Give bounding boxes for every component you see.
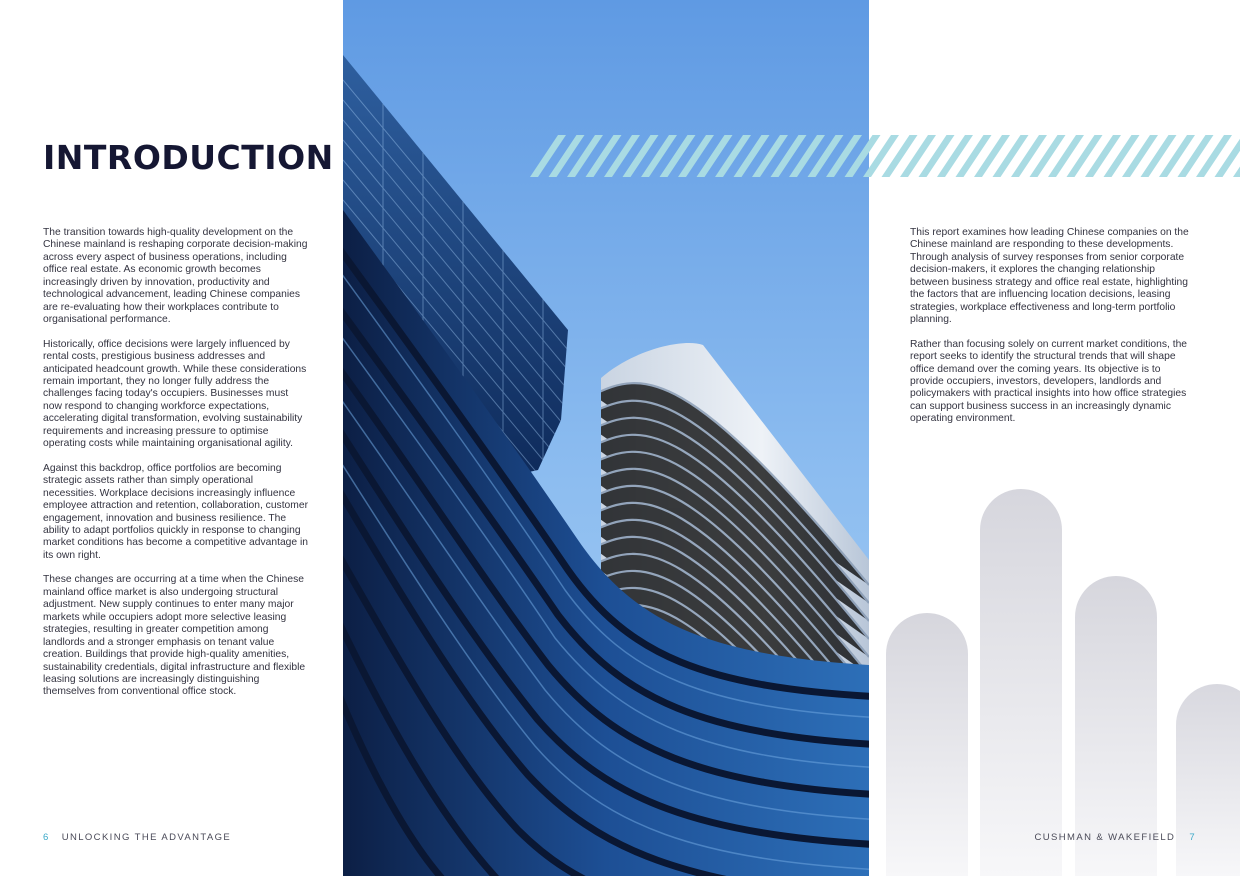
intro-paragraph-1: The transition towards high-quality development on the Chinese mainland is reshaping corporate decision-making across every aspect of business operations, including office real estate. As economic growth becomes increasingly driven by innovation, productivity and technological advancement, leading Chinese companies are re-evaluating how their workplaces contribute to organisational performance.	[43, 227, 308, 326]
intro-paragraph-2: Historically, office decisions were largely influenced by rental costs, prestigious business addresses and anticipated headcount growth. While these considerations remain important, they no longer fully address the challenges facing today's occupiers. Businesses must now respond to changing workforce expectations, accelerating digital transformation, evolving sustainability requirements and increasing pressure to optimise operating costs while maintaining organisational agility.	[43, 338, 307, 450]
intro-paragraph-4: These changes are occurring at a time when the Chinese mainland office market is also undergoing structural adjustment. New supply continues to enter many major markets while occupiers adopt more selective leasing strategies, resulting in greater competition among landlords and a stronger emphasis on tenant value creation. Buildings that provide high-quality amenities, sustainability credentials, digital infrastructure and flexible leasing solutions are increasingly distinguishing themselves from conventional office stock.	[43, 574, 306, 698]
arch-decoration	[980, 489, 1062, 876]
right-page-footer	[1035, 832, 1196, 843]
arch-decoration	[1176, 684, 1240, 876]
left-page-footer	[43, 832, 231, 843]
right-page-number: 7	[1189, 832, 1196, 843]
publication-title: UNLOCKING THE ADVANTAGE	[61, 832, 232, 843]
intro-paragraph-3: Against this backdrop, office portfolios are becoming strategic assets rather than simply operational necessities. Workplace decisions increasingly influence employee attraction and retention, collaboration, customer engagement, innovation and business resilience. The ability to adapt portfolios quickly in response to changing market conditions has become a competitive advantage in its own right.	[43, 462, 309, 561]
page-title: INTRODUCTION	[43, 138, 334, 177]
report-paragraph-2: Rather than focusing solely on current market conditions, the report seeks to identify the structural trends that will shape office demand over the coming years. Its objective is to provide occupiers, investors, developers, landlords and policymakers with practical insights into how office strategies can support business success in an increasingly dynamic operating environment.	[910, 338, 1188, 425]
skyscraper-photo	[343, 0, 869, 876]
right-text-column	[910, 227, 1190, 438]
left-text-column	[43, 227, 309, 711]
company-name: CUSHMAN & WAKEFIELD	[1034, 832, 1176, 843]
arch-decoration	[1075, 576, 1157, 876]
arch-decoration	[886, 613, 968, 876]
left-page-number: 6	[43, 832, 50, 843]
report-paragraph-1: This report examines how leading Chinese companies on the Chinese mainland are responding to these developments. Through analysis of survey responses from senior corporate decision-makers, it explores the changing relationship between business strategy and office real estate, highlighting the factors that are influencing location decisions, leasing strategies, workplace effectiveness and long-term portfolio planning.	[910, 227, 1189, 326]
diagonal-stripes-decoration	[530, 135, 1240, 177]
